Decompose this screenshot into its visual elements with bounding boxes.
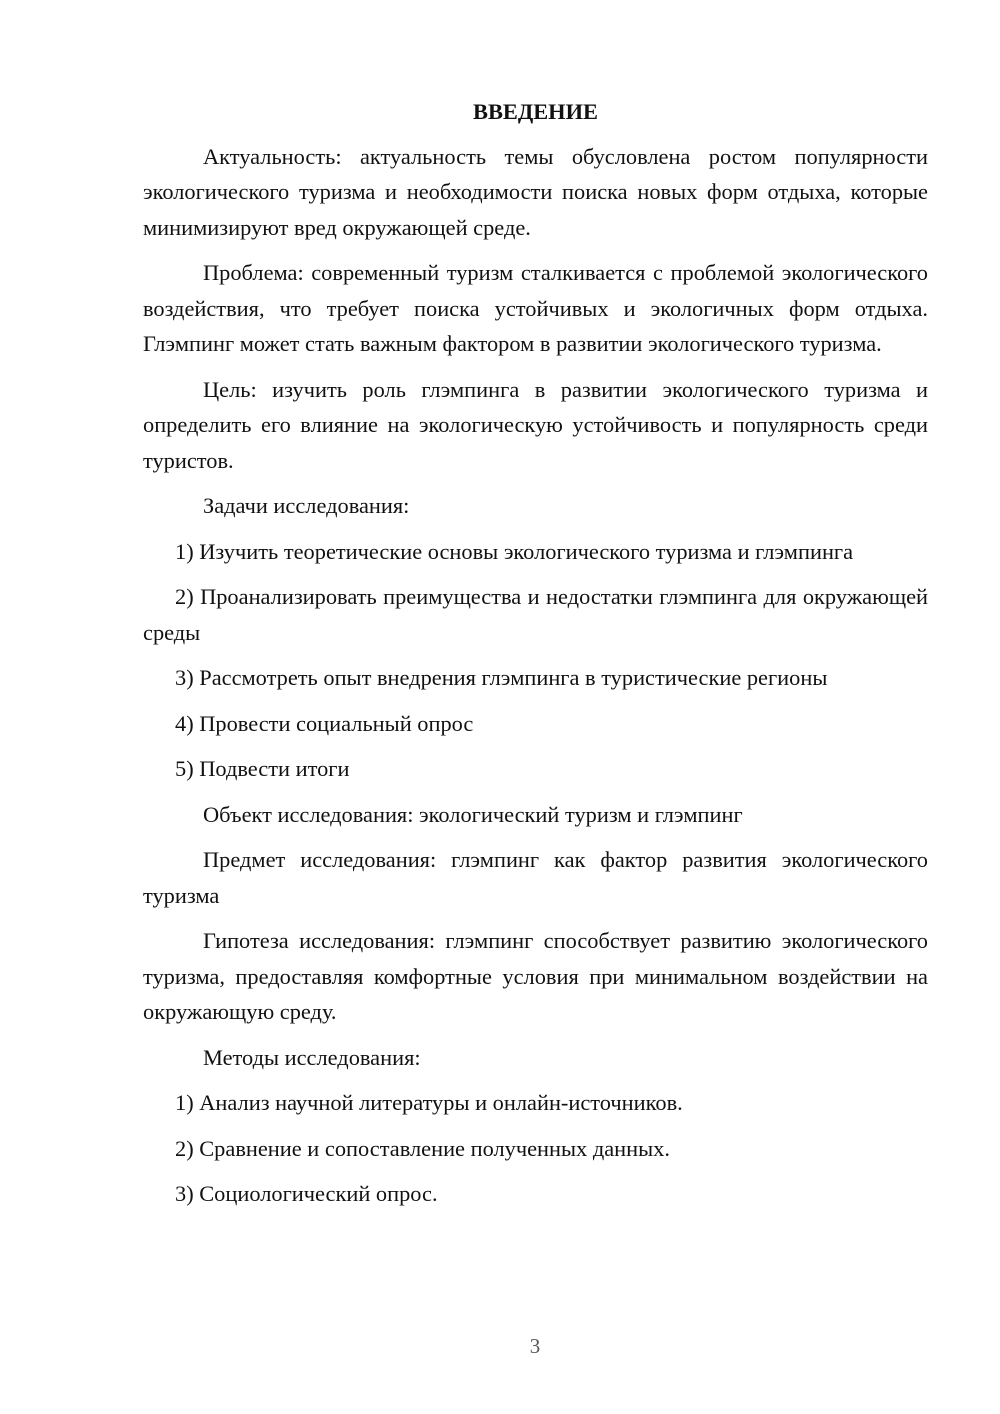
- method-item: 3) Социологический опрос.: [175, 1181, 438, 1206]
- task-item: 3) Рассмотреть опыт внедрения глэмпинга в туристические регионы: [175, 665, 828, 690]
- task-item: 5) Подвести итоги: [175, 756, 350, 781]
- method-item: 2) Сравнение и сопоставление полученных данных.: [175, 1135, 670, 1161]
- document-body: [143, 94, 928, 1222]
- page-title: ВВЕДЕНИЕ: [473, 99, 598, 124]
- tasks-heading: Задачи исследования:: [203, 493, 410, 518]
- subject-paragraph: Предмет исследования: глэмпинг как фактор развития экологического туризма: [143, 847, 928, 908]
- task-item: 2) Проанализировать преимущества и недостатки глэмпинга для окружающей среды: [143, 584, 928, 645]
- task-item: 1) Изучить теоретические основы экологического туризма и глэмпинга: [175, 538, 854, 564]
- object-paragraph: Объект исследования: экологический туризм и глэмпинг: [203, 801, 743, 827]
- page-number: 3: [529, 1334, 541, 1358]
- goal-paragraph: Цель: изучить роль глэмпинга в развитии экологического туризма и определить его влияние на экологическую устойчивость и популярность среди туристов.: [143, 376, 928, 473]
- relevance-paragraph: Актуальность: актуальность темы обусловлена ростом популярности экологического туризма и необходимости поиска новых форм отдыха, которые минимизируют вред окружающей среде.: [143, 143, 928, 240]
- method-item: 1) Анализ научной литературы и онлайн-источников.: [175, 1090, 683, 1115]
- problem-paragraph: Проблема: современный туризм сталкивается с проблемой экологического воздействия, что требует поиска устойчивых и экологичных форм отдыха. Глэмпинг может стать важным фактором в развитии экологического туризма.: [143, 260, 928, 356]
- methods-heading: Методы исследования:: [203, 1044, 421, 1070]
- hypothesis-paragraph: Гипотеза исследования: глэмпинг способствует развитию экологического туризма, предоставляя комфортные условия при минимальном воздействии на окружающую среду.: [143, 928, 928, 1024]
- task-item: 4) Провести социальный опрос: [175, 710, 474, 736]
